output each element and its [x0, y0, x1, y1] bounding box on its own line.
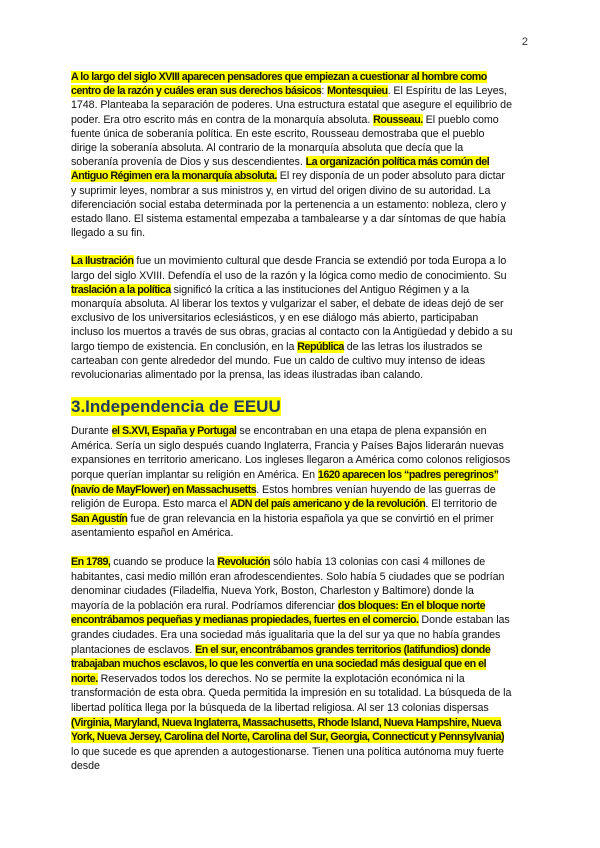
highlighted-text: República	[297, 340, 344, 353]
paragraph-ilustracion	[71, 254, 513, 382]
paragraph-colonias	[71, 555, 513, 774]
highlighted-text: traslación a la política	[71, 283, 171, 296]
highlighted-text: La organización política más común del Antiguo Régimen era la monarquía absoluta.	[71, 156, 490, 183]
body-text: lo que sucede es que aprenden a autogestionarse. Tienen una política autónoma muy fuerte desde	[71, 745, 504, 773]
body-text: Reservados todos los derechos. No se permite la explotación económica ni la transformación de esta obra. Queda permitida la impresión en su totalidad. La búsqueda de la libertad política llega por la búsqueda de la libertad religiosa. Al ser 13 colonias dispersas	[71, 672, 512, 714]
highlighted-text: En 1789,	[71, 556, 111, 569]
paragraph-colonos	[71, 424, 513, 541]
body-text: . Estos hombres venían huyendo de las guerras de religión de Europa. Esto marca el	[71, 483, 496, 511]
section-independencia	[71, 424, 513, 774]
highlighted-text: ADN del país americano y de la revolución	[230, 498, 426, 511]
body-text: cuando se produce la	[110, 556, 218, 569]
body-text: de las letras los ilustrados se carteaban con gente alrededor del mundo. Fue un caldo de cultivo muy intenso de ideas revolucionarias alimentado por la prensa, las ideas ilustradas iban calando.	[71, 340, 486, 382]
body-text: Donde estaban las grandes ciudades. Era una sociedad más igualitaria que la del sur ya que no había grandes plantaciones de esclavos.	[71, 614, 510, 656]
page-number: 2	[521, 36, 528, 48]
highlighted-text: A lo largo del siglo XVIII aparecen pensadores que empiezan a cuestionar al hombre como centro de la razón y cuáles eran sus derechos básicos	[71, 71, 487, 98]
highlighted-text: La Ilustración	[71, 255, 134, 268]
body-text: Durante	[71, 425, 112, 438]
paragraph-gap	[71, 541, 513, 555]
highlighted-text: (Virginia, Maryland, Nueva Inglaterra, Massachusetts, Rhode Island, Nueva Hampshire, Nueva York, Nueva Jersey, Carolina del Norte, Carolina del Sur, Georgia, Connecticut y Pennsylvania)	[71, 716, 505, 744]
document-body	[71, 70, 513, 774]
highlighted-text: el S.XVI, España y Portugal	[111, 425, 237, 438]
paragraph-gap	[71, 240, 513, 254]
highlighted-text: San Agustín	[71, 512, 128, 525]
body-text: fue un movimiento cultural que desde Francia se extendió por toda Europa a lo largo del siglo XVIII. Defendía el uso de la razón y la lógica como medio de conocimiento. Su	[71, 255, 507, 282]
body-text: :	[321, 85, 328, 98]
body-text: significó la crítica a las instituciones del Antiguo Régimen y a la monarquía absoluta. Al liberar los textos y vulgarizar el saber, el debate de ideas dejó de ser exclusivo de los universitarios eclesiásticos, y en ese diálogo más abierto, participaban incluso los muertos a través de sus obras, gracias al contacto con la Antigüedad y debido a su largo tiempo de existencia. En conclusión, en la	[71, 283, 513, 353]
section-heading-text: 3.Independencia de EEUU	[71, 397, 281, 417]
body-text: sólo había 13 colonias con casi 4 millones de habitantes, casi medio millón eran afrodescendientes. Solo había 5 ciudades que se podrían denominar ciudades (Filadelfia, Nueva York, Boston, Charleston y Baltimore) donde la mayoría de la población era rural. Podríamos diferenciar	[71, 556, 505, 612]
highlighted-text: Rousseau.	[373, 113, 423, 126]
highlighted-text: Revolución	[217, 556, 271, 569]
highlighted-text: En el sur, encontrábamos grandes territorios (latifundios) donde trabajaban muchos esclavos, lo que les convertía en una sociedad más desigual que en el norte.	[71, 643, 491, 685]
paragraph-pensadores	[71, 70, 513, 240]
highlighted-text: 1620 aparecen los “padres peregrinos” (navío de MayFlower) en Massachusetts	[71, 469, 499, 496]
body-text: . El Espíritu de las Leyes, 1748. Planteaba la separación de poderes. Una estructura estatal que asegure el equilibrio de poder. Era otro escrito más en contra de la monarquía absoluta.	[71, 85, 512, 126]
highlighted-text: dos bloques: En el bloque norte encontrábamos pequeñas y medianas propiedades, fuertes en el comercio.	[71, 599, 486, 627]
body-text: El pueblo como fuente única de soberanía política. En este escrito, Rousseau demostraba que el pueblo dirige la soberanía absoluta. Al contrario de la monarquía absoluta que decía que la soberanía provenía de Dios y sus descendientes.	[71, 113, 499, 169]
body-text: . El territorio de	[425, 498, 497, 511]
body-text: fue de gran relevancia en la historia española ya que se convirtió en el primer asentamiento español en América.	[71, 512, 494, 540]
section-heading	[71, 396, 281, 418]
body-text: se encontraban en una etapa de plena expansión en América. Sería un siglo después cuando Inglaterra, Francia y Países Bajos liderarán nuevas expansiones en territorio americano. Los ingleses llegaron a América como colonos religiosos porque querían implantar su religión en América. En	[71, 425, 511, 482]
highlighted-text: Montesquieu	[327, 85, 388, 98]
body-text: El rey disponía de un poder absoluto para dictar y suprimir leyes, nombrar a sus ministros y, en virtud del origen divino de su autoridad. La diferenciación social estaba determinada por la pertenencia a un estamento: nobleza, clero y estado llano. El sistema estamental empezaba a tambalearse y a dar síntomas de que había llegado a su fin.	[71, 170, 507, 240]
